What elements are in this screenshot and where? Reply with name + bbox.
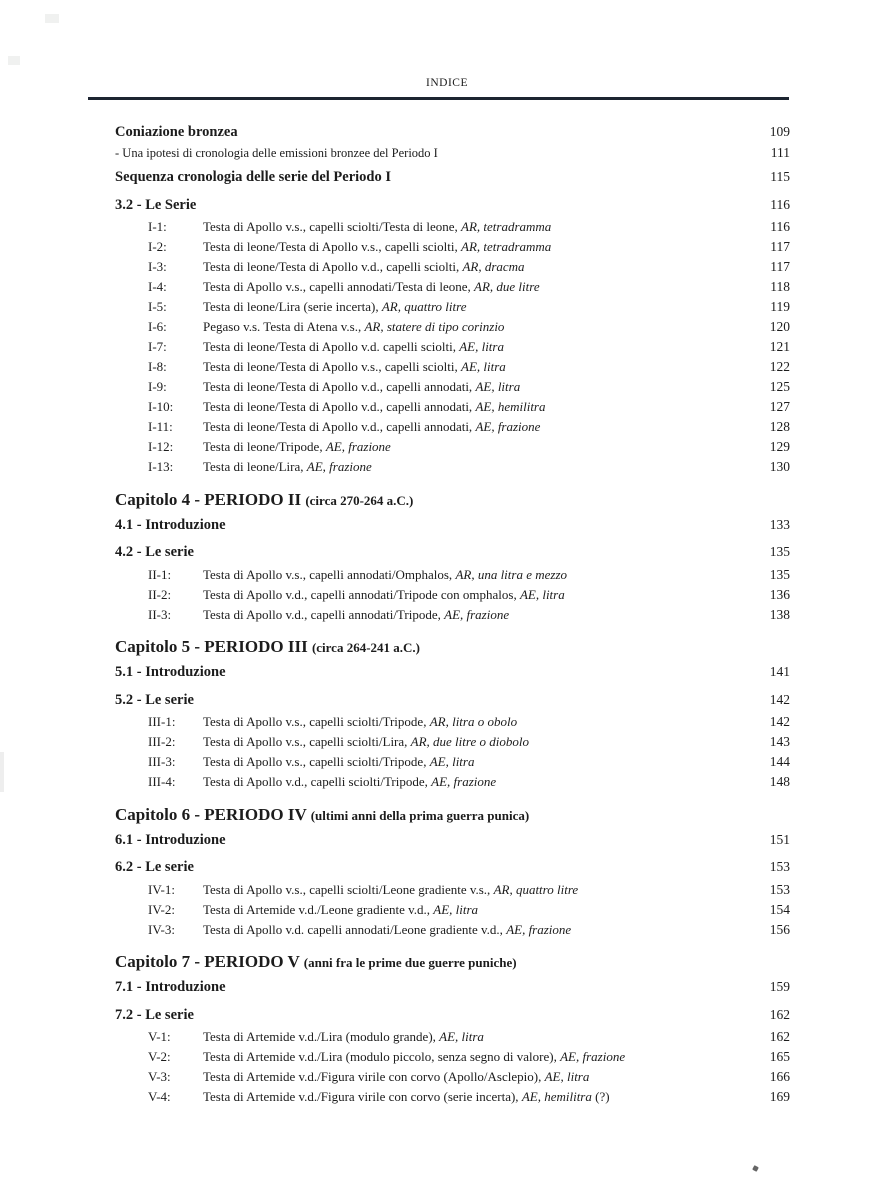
series-description: Testa di Apollo v.s., capelli sciolti/Testa di leone, AR, tetradramma (203, 219, 552, 234)
page-number: 116 (770, 196, 790, 212)
toc-entry-section (115, 515, 790, 536)
series-id-label: III-1: (148, 714, 176, 729)
series-denomination: AE, litra (429, 754, 475, 769)
series-denomination: AE, litra (459, 339, 504, 354)
toc-entry-series (115, 357, 790, 377)
series-description: Testa di Artemide v.d./Figura virile con corvo (Apollo/Asclepio), AE, litra (203, 1069, 590, 1084)
toc-entry-chapter (115, 635, 790, 660)
toc-entry-sub (115, 144, 790, 162)
toc-entry-chapter (115, 950, 790, 975)
series-id-label: I-3: (148, 259, 167, 274)
page-number: 141 (769, 664, 790, 679)
series-denomination: AE, frazione (431, 774, 497, 789)
series-id-label: I-4: (148, 279, 167, 294)
toc-entry-series (115, 880, 790, 900)
series-id-label: III-3: (148, 754, 176, 769)
series-id-label: II-1: (148, 566, 172, 582)
series-description: Testa di leone/Testa di Apollo v.s., capelli sciolti, AE, litra (203, 359, 506, 374)
toc-entries (0, 122, 876, 1107)
series-denomination: AE, frazione (306, 459, 372, 474)
toc-entry-section (115, 662, 790, 683)
toc-entry-series (115, 585, 790, 605)
series-id-label: I-9: (148, 379, 167, 394)
entry-label: 4.1 - Introduzione (115, 516, 226, 533)
toc-entry-section (115, 977, 790, 998)
toc-entry-section (115, 857, 790, 878)
page-number: 117 (770, 259, 790, 274)
series-id-label: I-12: (148, 439, 174, 454)
series-description: Testa di Artemide v.d./Lira (modulo grande), AE, litra (203, 1029, 484, 1044)
chapter-title: Capitolo 5 - PERIODO III (circa 264-241 a.C.) (115, 637, 420, 656)
page-number: 142 (769, 691, 790, 707)
toc-entry-section (115, 830, 790, 851)
series-id-label: I-6: (148, 319, 167, 334)
toc-entry-series (115, 1087, 790, 1107)
series-denomination: AE, frazione (560, 1049, 626, 1064)
toc-entry-series (115, 772, 790, 792)
series-denomination: AE, hemilitra (475, 399, 546, 414)
series-denomination: AE, frazione (475, 419, 541, 434)
toc-entry-series (115, 732, 790, 752)
entry-label: 6.1 - Introduzione (115, 831, 226, 848)
series-denomination: AE, frazione (506, 921, 572, 937)
series-description: Testa di leone/Testa di Apollo v.d., capelli annodati, AE, litra (203, 379, 521, 394)
entry-label: Coniazione bronzea (115, 123, 238, 140)
series-description: Testa di leone/Testa di Apollo v.d., capelli sciolti, AR, dracma (203, 259, 525, 274)
page-number: 165 (769, 1049, 790, 1064)
toc-entry-section (115, 167, 790, 188)
page-number: 125 (769, 379, 790, 394)
series-denomination: AE, hemilitra (521, 1089, 592, 1104)
entry-label: 5.1 - Introduzione (115, 664, 226, 680)
page-number: 135 (769, 566, 790, 582)
series-denomination: AE, frazione (325, 439, 391, 454)
toc-entry-series (115, 397, 790, 417)
toc-entry-section (115, 195, 790, 216)
series-denomination: AR, quattro litre (381, 299, 467, 314)
series-id-label: IV-1: (148, 881, 175, 897)
page-number: 120 (769, 319, 790, 334)
toc-entry-section (115, 542, 790, 563)
entry-label: 4.2 - Le serie (115, 544, 194, 560)
series-denomination: AE, litra (475, 379, 521, 394)
entry-label: 3.2 - Le Serie (115, 196, 197, 213)
page-number: 128 (769, 419, 790, 434)
series-denomination: AE, litra (544, 1069, 590, 1084)
series-id-label: I-5: (148, 299, 167, 314)
series-id-label: I-2: (148, 239, 167, 254)
chapter-period-note: (ultimi anni della prima guerra punica) (310, 807, 530, 823)
toc-entry-series (115, 317, 790, 337)
page-number: 122 (769, 359, 790, 374)
chapter-period-note: (circa 264-241 a.C.) (311, 640, 420, 655)
toc-entry-series (115, 377, 790, 397)
page-number: 116 (770, 219, 790, 234)
series-description: Testa di Apollo v.s., capelli annodati/Omphalos, AR, una litra e mezzo (203, 566, 568, 582)
series-id-label: I-10: (148, 399, 174, 414)
series-id-label: I-13: (148, 459, 174, 474)
page-number: 136 (769, 586, 790, 602)
series-description: Testa di Apollo v.s., capelli sciolti/Tripode, AR, litra o obolo (203, 714, 518, 729)
scan-smudge (45, 14, 59, 23)
series-id-label: III-2: (148, 734, 176, 749)
page-number: 129 (769, 439, 790, 454)
series-denomination: AE, litra (439, 1029, 484, 1044)
page-number: 153 (769, 881, 790, 897)
page-number: 162 (769, 1006, 790, 1022)
toc-entry-series (115, 1047, 790, 1067)
series-description: Testa di leone/Testa di Apollo v.d., capelli annodati, AE, frazione (203, 419, 541, 434)
page-number: 151 (769, 831, 790, 847)
entry-label: 6.2 - Le serie (115, 859, 194, 875)
series-id-label: V-4: (148, 1089, 171, 1104)
page-number: 115 (770, 169, 790, 184)
toc-entry-series (115, 237, 790, 257)
entry-label: 7.1 - Introduzione (115, 979, 226, 995)
series-denomination: AR, statere di tipo corinzio (364, 319, 505, 334)
series-description: Testa di Apollo v.s., capelli sciolti/Lira, AR, due litre o diobolo (203, 734, 529, 749)
header-rule (88, 97, 789, 100)
page-number: 109 (769, 123, 790, 139)
series-denomination: AR, litra o obolo (429, 714, 518, 729)
series-denomination: AR, due litre o diobolo (410, 734, 529, 749)
series-description: Testa di Apollo v.s., capelli sciolti/Leone gradiente v.s., AR, quattro litre (203, 881, 579, 897)
toc-entry-series (115, 337, 790, 357)
page-number: 133 (769, 516, 790, 532)
entry-label: 5.2 - Le serie (115, 691, 194, 708)
series-id-label: I-7: (148, 339, 167, 354)
toc-entry-series (115, 457, 790, 477)
toc-entry-series (115, 605, 790, 625)
page-number: 144 (769, 754, 790, 769)
scan-speck (752, 1165, 759, 1172)
series-denomination: AE, litra (461, 359, 506, 374)
page-header-title: INDICE (426, 77, 468, 89)
series-denomination: AE, frazione (444, 606, 510, 622)
page-number: 148 (769, 774, 790, 789)
toc-entry-series (115, 565, 790, 585)
series-description: Testa di leone/Lira (serie incerta), AR, quattro litre (203, 299, 467, 314)
series-id-label: II-2: (148, 586, 172, 602)
series-id-label: I-8: (148, 359, 167, 374)
series-id-label: V-3: (148, 1069, 171, 1084)
series-description: Testa di Artemide v.d./Figura virile con corvo (serie incerta), AE, hemilitra (?) (203, 1089, 610, 1104)
series-id-label: IV-3: (148, 921, 175, 937)
series-id-label: I-1: (148, 219, 167, 234)
toc-entry-section (115, 690, 790, 711)
series-description: Testa di Apollo v.d., capelli annodati/Tripode con omphalos, AE, litra (203, 586, 565, 602)
page-number: 156 (769, 921, 790, 937)
page-number: 169 (769, 1089, 790, 1104)
series-description: Testa di Apollo v.d. capelli annodati/Leone gradiente v.d., AE, frazione (203, 921, 572, 937)
series-denomination: AR, tetradramma (461, 239, 552, 254)
series-denomination: AR, una litra e mezzo (455, 566, 568, 582)
toc-entry-series (115, 1027, 790, 1047)
page-number: 127 (769, 399, 790, 414)
toc-entry-series (115, 277, 790, 297)
series-description: Testa di Artemide v.d./Lira (modulo piccolo, senza segno di valore), AE, frazione (203, 1049, 626, 1064)
toc-entry-chapter (115, 488, 790, 513)
series-denomination: AR, tetradramma (461, 219, 552, 234)
series-description: Pegaso v.s. Testa di Atena v.s., AR, statere di tipo corinzio (203, 319, 505, 334)
page-number: 118 (770, 279, 790, 294)
toc-entry-series (115, 752, 790, 772)
series-id-label: III-4: (148, 774, 176, 789)
series-denomination: AR, quattro litre (493, 881, 579, 897)
toc-entry-series (115, 900, 790, 920)
toc-entry-section (115, 122, 790, 143)
series-id-label: V-1: (148, 1029, 171, 1044)
page-number: 130 (769, 459, 790, 474)
page-number: 119 (770, 299, 790, 314)
series-id-label: I-11: (148, 419, 173, 434)
entry-label: Sequenza cronologia delle serie del Periodo I (115, 169, 392, 185)
entry-label: 7.2 - Le serie (115, 1006, 194, 1023)
series-denomination: AE, litra (519, 586, 565, 602)
series-denomination: AE, litra (433, 901, 479, 917)
page-number: 159 (769, 979, 790, 994)
entry-label: - Una ipotesi di cronologia delle emissioni bronzee del Periodo I (115, 146, 438, 160)
series-description: Testa di leone/Testa di Apollo v.d. capelli sciolti, AE, litra (203, 339, 504, 354)
page-number: 142 (769, 714, 790, 729)
scan-smudge (0, 752, 4, 792)
page-number: 111 (770, 145, 790, 160)
series-description: Testa di Artemide v.d./Leone gradiente v.d., AE, litra (203, 901, 479, 917)
page-number: 154 (769, 901, 790, 917)
series-description: Testa di leone/Testa di Apollo v.s., capelli sciolti, AR, tetradramma (203, 239, 552, 254)
series-description: Testa di Apollo v.s., capelli annodati/Testa di leone, AR, due litre (203, 279, 540, 294)
toc-entry-series (115, 217, 790, 237)
page-number: 153 (769, 859, 790, 874)
toc-entry-series (115, 920, 790, 940)
chapter-period-note: (circa 270-264 a.C.) (305, 492, 414, 508)
series-id-label: II-3: (148, 606, 172, 622)
page-number: 162 (769, 1029, 790, 1044)
series-description: Testa di leone/Testa di Apollo v.d., capelli annodati, AE, hemilitra (203, 399, 546, 414)
series-description: Testa di Apollo v.d., capelli sciolti/Tripode, AE, frazione (203, 774, 497, 789)
page-number: 138 (769, 606, 790, 622)
toc-entry-section (115, 1005, 790, 1026)
series-description: Testa di leone/Lira, AE, frazione (203, 459, 372, 474)
toc-entry-series (115, 417, 790, 437)
page-number: 166 (769, 1069, 790, 1084)
series-description: Testa di Apollo v.s., capelli sciolti/Tripode, AE, litra (203, 754, 475, 769)
toc-entry-series (115, 437, 790, 457)
toc-entry-chapter (115, 803, 790, 828)
toc-entry-series (115, 257, 790, 277)
chapter-period-note: (anni fra le prime due guerre puniche) (303, 955, 517, 970)
series-description: Testa di Apollo v.d., capelli annodati/Tripode, AE, frazione (203, 606, 510, 622)
series-id-label: V-2: (148, 1049, 171, 1064)
series-id-label: IV-2: (148, 901, 175, 917)
series-description: Testa di leone/Tripode, AE, frazione (203, 439, 391, 454)
toc-entry-series (115, 712, 790, 732)
page-number: 117 (770, 239, 790, 254)
chapter-title: Capitolo 6 - PERIODO IV (ultimi anni della prima guerra punica) (115, 804, 530, 824)
scan-smudge (8, 56, 20, 65)
chapter-title: Capitolo 7 - PERIODO V (anni fra le prime due guerre puniche) (115, 952, 517, 971)
page-number: 135 (769, 544, 790, 559)
series-denomination: AR, dracma (462, 259, 525, 274)
page-number: 143 (769, 734, 790, 749)
page-number: 121 (769, 339, 790, 354)
toc-entry-series (115, 1067, 790, 1087)
series-denomination: AR, due litre (474, 279, 540, 294)
toc-entry-series (115, 297, 790, 317)
chapter-title: Capitolo 4 - PERIODO II (circa 270-264 a.C.) (115, 489, 414, 509)
